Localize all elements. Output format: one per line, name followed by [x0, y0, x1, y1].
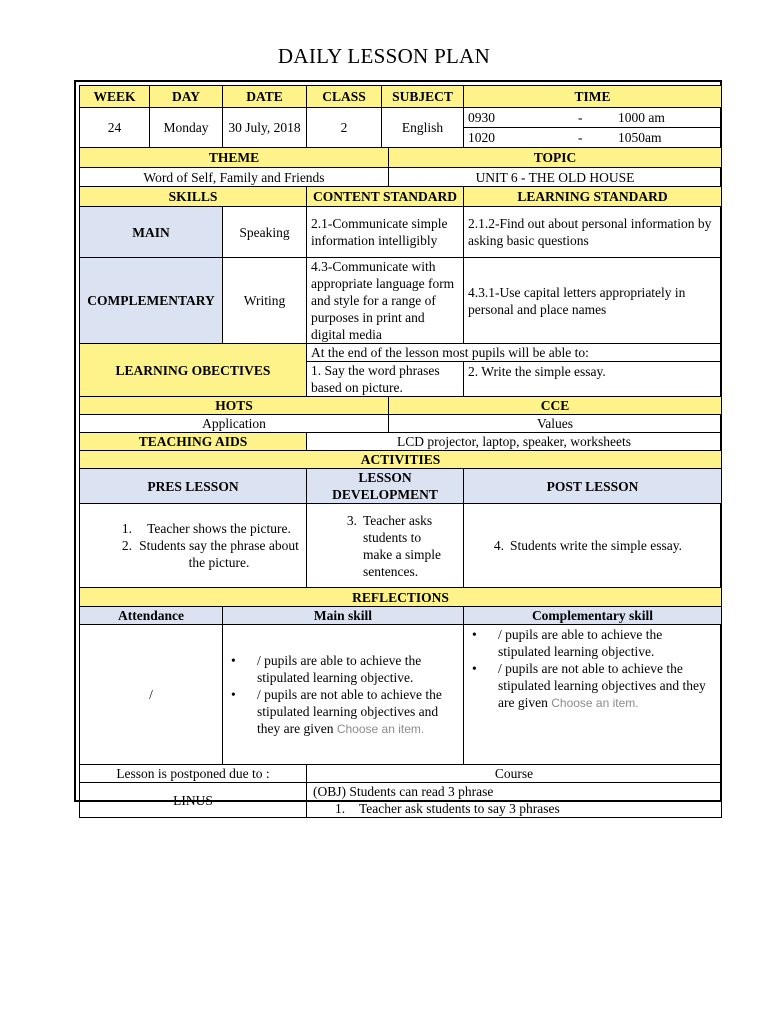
reflections-label: REFLECTIONS — [80, 588, 722, 607]
linus-label: LINUS — [80, 783, 307, 818]
subject-value: English — [382, 108, 464, 148]
postponed-label: Lesson is postponed due to : — [80, 765, 307, 783]
complementary-skill: Writing — [223, 258, 307, 344]
class-value: 2 — [307, 108, 382, 148]
content-standard-label: CONTENT STANDARD — [307, 187, 464, 207]
course-label: Course — [307, 765, 722, 783]
lesson-development-steps — [307, 504, 464, 588]
day-value: Monday — [150, 108, 223, 148]
activities-label: ACTIVITIES — [80, 451, 722, 469]
subject-label: SUBJECT — [382, 86, 464, 108]
choose-item-dropdown[interactable]: Choose an item. — [336, 721, 425, 736]
skills-label: SKILLS — [80, 187, 307, 207]
main-skill: Speaking — [223, 207, 307, 258]
linus-row — [80, 783, 722, 818]
main-skill-row — [80, 207, 722, 258]
time-label: TIME — [464, 86, 722, 108]
class-label: CLASS — [307, 86, 382, 108]
list-item: 1. Teacher shows the picture. — [121, 521, 291, 536]
date-label: DATE — [223, 86, 307, 108]
page-title: DAILY LESSON PLAN — [277, 44, 491, 68]
complementary-skill-row — [80, 258, 722, 344]
list-item: • / pupils are not able to achieve the stipulated learning objectives and they are given Choose an item. — [231, 686, 442, 736]
list-item: • / pupils are able to achieve the stipulated learning objective. — [231, 652, 422, 685]
teaching-aids-value: LCD projector, laptop, speaker, worksheets — [307, 433, 722, 451]
complementary-learning-standard: 4.3.1-Use capital letters appropriately in personal and place names — [464, 258, 722, 344]
linus-objective: (OBJ) Students can read 3 phrase — [313, 784, 494, 799]
activities-row — [80, 504, 722, 588]
linus-content — [307, 783, 722, 818]
header-value-row — [80, 108, 722, 148]
complementary-skill-reflection — [464, 625, 722, 765]
learning-standard-label: LEARNING STANDARD — [464, 187, 722, 207]
pres-lesson-label: PRES LESSON — [80, 469, 307, 504]
list-item: • / pupils are able to achieve the stipulated learning objective. — [472, 627, 663, 659]
main-skill-label: Main skill — [223, 607, 464, 625]
main-skill-reflection — [223, 625, 464, 765]
attendance-value: / — [80, 625, 223, 765]
list-item: 2. Students say the phrase about the picture. — [121, 538, 299, 570]
list-item: • / pupils are not able to achieve the stipulated learning objectives and they are given Choose an item. — [472, 661, 706, 710]
list-item: 3. Teacher asks students to make a simple sentences. — [346, 512, 441, 579]
time-slots — [464, 108, 722, 148]
pres-lesson-steps — [80, 504, 307, 588]
theme-label: THEME — [80, 148, 389, 168]
attendance-label: Attendance — [80, 607, 223, 625]
complementary-skill-label: Complementary skill — [464, 607, 722, 625]
cce-label: CCE — [389, 397, 722, 415]
main-learning-standard: 2.1.2-Find out about personal information by asking basic questions — [464, 207, 722, 258]
choose-item-dropdown[interactable]: Choose an item. — [551, 696, 639, 710]
theme-value: Word of Self, Family and Friends — [80, 168, 389, 187]
week-label: WEEK — [80, 86, 150, 108]
topic-value: UNIT 6 - THE OLD HOUSE — [389, 168, 722, 187]
post-lesson-label: POST LESSON — [464, 469, 722, 504]
objective-2: 2. Write the simple essay. — [464, 362, 722, 397]
time-slot-2: 1020 - 1050am — [464, 127, 721, 147]
cce-value: Values — [389, 415, 722, 433]
day-label: DAY — [150, 86, 223, 108]
reflections-row — [80, 625, 722, 765]
objectives-label: LEARNING OBECTIVES — [80, 344, 307, 397]
header-label-row — [80, 86, 722, 108]
teaching-aids-label: TEACHING AIDS — [80, 433, 307, 451]
lesson-development-label: LESSON DEVELOPMENT — [307, 469, 464, 504]
complementary-label: COMPLEMENTARY — [80, 258, 223, 344]
main-content-standard: 2.1-Communicate simple information intelligibly — [307, 207, 464, 258]
lesson-plan-table — [79, 85, 722, 818]
post-lesson-steps — [464, 504, 722, 588]
main-label: MAIN — [80, 207, 223, 258]
date-value: 30 July, 2018 — [223, 108, 307, 148]
objective-1: 1. Say the word phrases based on picture. — [307, 362, 464, 397]
topic-label: TOPIC — [389, 148, 722, 168]
week-value: 24 — [80, 108, 150, 148]
complementary-content-standard: 4.3-Communicate with appropriate language form and style for a range of purposes in print and digital media — [307, 258, 464, 344]
linus-step: 1. Teacher ask students to say 3 phrases — [335, 801, 560, 816]
list-item: 4. Students write the simple essay. — [493, 538, 682, 553]
hots-value: Application — [80, 415, 389, 433]
time-slot-1: 0930 - 1000 am — [468, 110, 665, 125]
hots-label: HOTS — [80, 397, 389, 415]
objectives-intro: At the end of the lesson most pupils will be able to: — [307, 344, 722, 362]
